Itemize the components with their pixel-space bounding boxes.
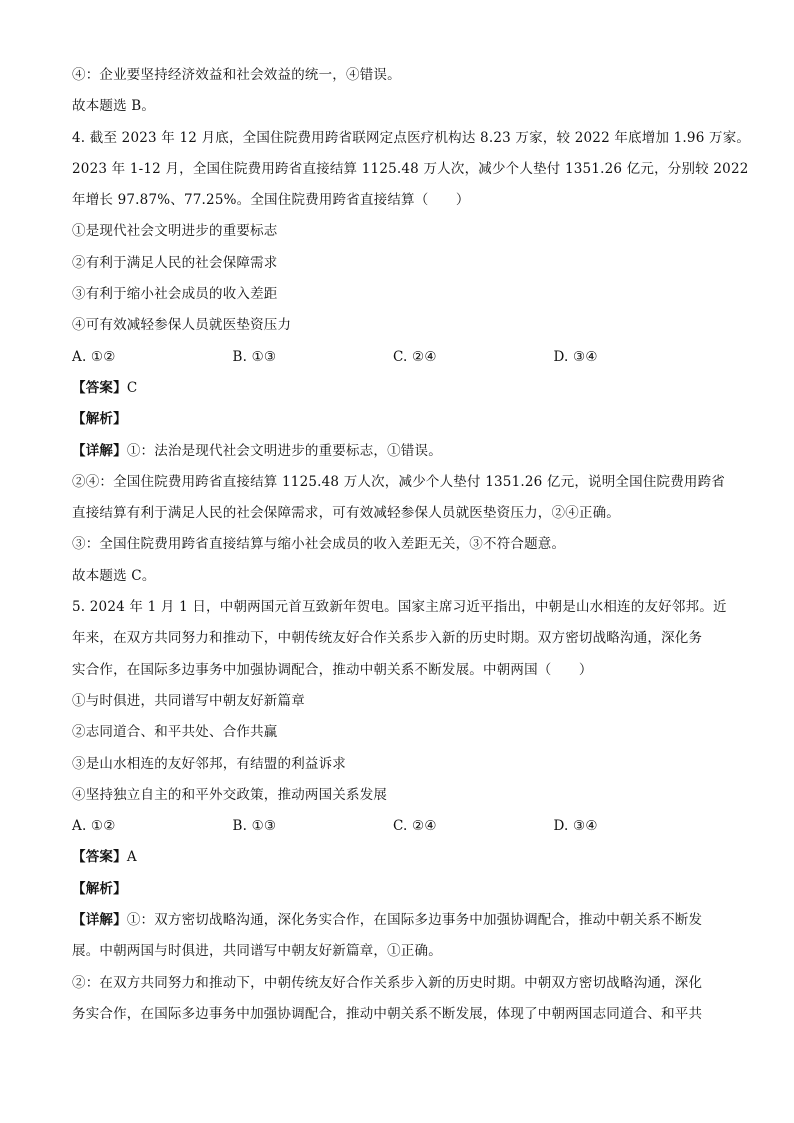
statement-4: ④可有效减轻参保人员就医垫资压力: [72, 317, 292, 334]
statement-2: ②志同道合、和平共处、合作共赢: [72, 724, 278, 741]
statement-2: ②有利于满足人民的社会保障需求: [72, 254, 278, 271]
answer-label: 【答案】: [72, 849, 127, 866]
analysis-heading: 【解析】: [72, 411, 127, 428]
answer-label: 【答案】: [72, 379, 127, 396]
statement-1: ①与时俱进，共同谱写中朝友好新篇章: [72, 692, 305, 709]
text-line: ④：企业要坚持经济效益和社会效益的统一，④错误。: [72, 67, 401, 83]
option-d: D. ③④: [553, 818, 598, 835]
explanation-line: 直接结算有利于满足人民的社会保障需求，可有效减轻参保人员就医垫资压力，②④正确。: [72, 505, 620, 522]
explanation-line: ②④：全国住院费用跨省直接结算 1125.48 万人次，减少个人垫付 1351.26 亿元，说明全国住院费用跨省: [72, 473, 726, 490]
question-5-stem: 年来，在双方共同努力和推动下，中朝传统友好合作关系步入新的历史时期。双方密切战略沟通，深化务: [72, 630, 703, 647]
question-4-stem: 2023 年 1-12 月，全国住院费用跨省直接结算 1125.48 万人次，减少个人垫付 1351.26 亿元，分别较 2022: [72, 160, 749, 177]
question-5-stem: 实合作，在国际多边事务中加强协调配合，推动中朝关系不断发展。中朝两国（ ）: [72, 661, 593, 678]
conclusion-line: 故本题选 C。: [72, 567, 156, 584]
answer-value: C: [126, 379, 138, 396]
explanation-line: ③：全国住院费用跨省直接结算与缩小社会成员的收入差距无关，③不符合题意。: [72, 536, 566, 553]
document-page: [72, 60, 751, 1030]
detail-text: ①：双方密切战略沟通，深化务实合作，在国际多边事务中加强协调配合，推动中朝关系不断发: [126, 912, 703, 929]
question-4-options: [72, 342, 732, 373]
analysis-heading: 【解析】: [72, 880, 127, 897]
option-a: A. ①②: [72, 348, 116, 365]
statement-3: ③有利于缩小社会成员的收入差距: [72, 286, 278, 303]
explanation-line: 展。中朝两国与时俱进，共同谱写中朝友好新篇章，①正确。: [72, 943, 442, 960]
detail-text: ①：法治是现代社会文明进步的重要标志，①错误。: [126, 442, 442, 459]
option-b: B. ①③: [232, 348, 277, 365]
detail-label: 【详解】: [72, 442, 127, 459]
option-c: C. ②④: [393, 348, 437, 365]
explanation-line: [72, 436, 732, 467]
question-5-options: [72, 811, 732, 842]
answer-line: [72, 842, 732, 873]
option-a: A. ①②: [72, 818, 116, 835]
text-line: 故本题选 B。: [72, 98, 156, 115]
option-d: D. ③④: [553, 348, 598, 365]
answer-value: A: [126, 849, 137, 866]
answer-line: [72, 373, 732, 404]
statement-3: ③是山水相连的友好邻邦，有结盟的利益诉求: [72, 755, 346, 772]
question-5-stem: 5. 2024 年 1 月 1 日，中朝两国元首互致新年贺电。国家主席习近平指出，中朝是山水相连的友好邻邦。近: [72, 599, 727, 616]
explanation-line: ②：在双方共同努力和推动下，中朝传统友好合作关系步入新的历史时期。中朝双方密切战略沟通，深化: [72, 974, 703, 991]
detail-label: 【详解】: [72, 912, 127, 929]
explanation-line: 务实合作，在国际多边事务中加强协调配合，推动中朝关系不断发展，体现了中朝两国志同道合、和平共: [72, 1005, 703, 1022]
explanation-line: [72, 905, 732, 936]
statement-4: ④坚持独立自主的和平外交政策，推动两国关系发展: [72, 786, 388, 803]
option-b: B. ①③: [232, 818, 277, 835]
statement-1: ①是现代社会文明进步的重要标志: [72, 223, 278, 240]
question-4-stem: 4. 截至 2023 年 12 月底，全国住院费用跨省联网定点医疗机构达 8.23 万家，较 2022 年底增加 1.96 万家。: [72, 129, 751, 146]
option-c: C. ②④: [393, 818, 437, 835]
question-4-stem: 年增长 97.87%、77.25%。全国住院费用跨省直接结算（ ）: [72, 192, 470, 209]
